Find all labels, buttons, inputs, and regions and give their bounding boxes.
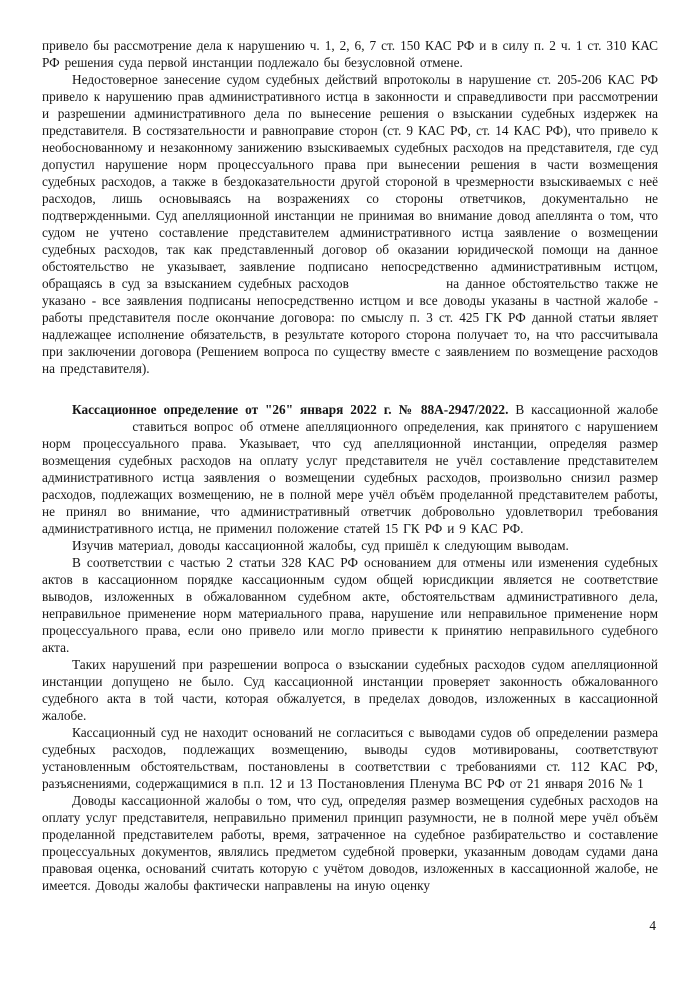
- paragraph-court-conclusion-intro: [42, 537, 658, 554]
- paragraph-text: В кассационной жалобе: [515, 402, 658, 417]
- paragraph-text: Изучив материал, доводы кассационной жалобы, суд пришёл к следующим выводам.: [72, 538, 569, 553]
- paragraph-text: Кассационный суд не находит оснований не согласиться с выводами судов об определении размера судебных расходов, подлежащих возмещению, выводы судов мотивированы, соответствуют установленным обстоятельствам, постановлены в соответствии с требованиями ст. 112 КАС РФ, разъяснениями, содержащимися в п.п. 12 и 13 Постановления Пленума ВС РФ от 21 января 2016 № 1: [42, 725, 658, 791]
- paragraph-text: Недостоверное занесение судом судебных действий впротоколы в нарушение ст. 205-206 КАС РФ привело к нарушению прав административного истца в законности и справедливости при рассмотрении и разрешении административного дела по вынесение решения о взыскании судебных издержек на представителя. В состязательности и равноправие сторон (ст. 9 КАС РФ, ст. 14 КАС РФ), что привело к необоснованному и незаконному занижению взыскиваемых судебных расходов на представителя, где суд допустил нарушение норм процессуального права при вынесении решения в части возмещения судебных расходов, а также в бездоказательности другой стороной в чрезмерности взыскиваемых с неё расходов, лишь основываясь на возражениях со стороны ответчиков, документально не подтвержденными. Суд апелляционной инстанции не принимая во внимание довод апеллянта о том, что судом не учтено составление представителем административного истца заявление о возмещении судебных расходов, так как представленный договор об оказании юридической помощи на данное обстоятельство не указывает, заявление подписано непосредственно административным истцом, обращаясь в суд за взысканием судебных расходов: [42, 72, 658, 291]
- paragraph-text: В соответствии с частью 2 статьи 328 КАС РФ основанием для отмены или изменения судебных актов в кассационном порядке кассационным судом общей юрисдикции является не соответствие выводов, изложенных в обжалованном судебном акте, обстоятельствам административного дела, неправильное применение норм материального права, нарушение или неправильное применение норм процессуального права, если оно привело или могло привести к принятию неправильного судебного акта.: [42, 555, 658, 655]
- page-number: 4: [649, 918, 656, 933]
- paragraph-text: Таких нарушений при разрешении вопроса о взыскании судебных расходов судом апелляционной инстанции допущено не было. Суд кассационной инстанции проверяет законность обжалованного судебного акта в той части, которая обжалуется, в пределах доводов, изложенных в кассационной жалобе.: [42, 657, 658, 723]
- cassation-ruling-title: Кассационное определение от "26" января 2022 г. № 88А-2947/2022.: [72, 402, 509, 417]
- paragraph-continuation: [42, 37, 658, 71]
- document-body: [42, 37, 658, 894]
- paragraph-cassation-court-position: [42, 724, 658, 792]
- paragraph-text: ставиться вопрос об отмене апелляционного определения, как принятого с нарушением норм процессуального права. Указывает, что суд апелляционной инстанции, определяя размер возмещения судебных расходов на оплату услуг представителя не учёл составление представителем административного истца заявления о возмещении судебных расходов, произвольно снизил размер расходов, подлежащих возмещению, не в полной мере учёл объём проделанной представителем работы, не принял во внимание, что административный ответчик добровольно удовлетворил требования административного истца, не применил положение статей 15 ГК РФ и 9 КАС РФ.: [42, 419, 658, 536]
- redaction-gap: [42, 430, 126, 431]
- paragraph-complaint-arguments: [42, 792, 658, 894]
- redaction-gap: [355, 287, 439, 288]
- paragraph-appeal-arguments: [42, 71, 658, 377]
- paragraph-text: привело бы рассмотрение дела к нарушению ч. 1, 2, 6, 7 ст. 150 КАС РФ и в силу п. 2 ч. 1 ст. 310 КАС РФ решения суда первой инстанции подлежало бы безусловной отмене.: [42, 38, 658, 70]
- paragraph-article-328: [42, 554, 658, 656]
- paragraph-no-violations: [42, 656, 658, 724]
- paragraph-cassation-ruling: [42, 401, 658, 537]
- paragraph-text: Доводы кассационной жалобы о том, что суд, определяя размер возмещения судебных расходов на оплату услуг представителя, неправильно применил принцип разумности, не в полной мере учёл объём проделанной представителем работы, время, затраченное на судебное разбирательство и составление процессуальных документов, являлись предметом судебной проверки, указанным доводам судами дана правовая оценка, оснований считать которую с учётом доводов, изложенных в кассационной жалобе, не имеется. Доводы жалобы фактически направлены на иную оценку: [42, 793, 658, 893]
- paragraph-text: на данное обстоятельство также не указано - все заявления подписаны непосредственно истцом и все доводы указаны в частной жалобе - работы представителя после окончание договора: по смыслу п. 3 ст. 425 ГК РФ данной статьи являет надлежащее исполнение обязательств, в результате которого сторона получает то, на что рассчитывала при заключении договора (Решением вопроса по существу вместе с заявлением по возмещение расходов на представителя).: [42, 276, 658, 376]
